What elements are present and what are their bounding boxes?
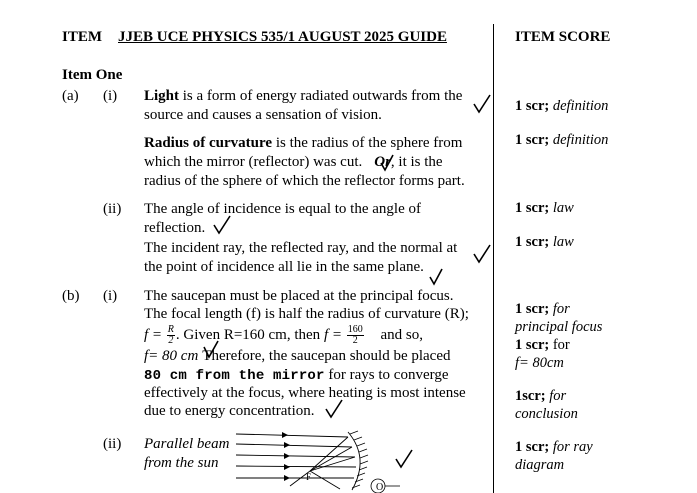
check-mark-icon xyxy=(428,267,444,287)
given-text: . Given R=160 cm, then xyxy=(175,327,321,343)
column-divider xyxy=(493,24,494,493)
frac-160-num: 160 xyxy=(347,324,363,336)
check-mark-icon xyxy=(324,398,344,420)
frac-r-den: 2 xyxy=(168,335,174,347)
item-score-header: ITEM SCORE xyxy=(515,29,611,45)
item-one-title: Item One xyxy=(62,67,123,83)
check-mark-icon xyxy=(472,93,492,115)
score-row-7 xyxy=(515,387,566,405)
therefore-text: Therefore, the saucepan should be placed xyxy=(202,348,451,364)
light-def-rest: is a form of energy radiated outwards from the xyxy=(179,88,463,104)
radius-line2-b: , it is the xyxy=(390,154,443,170)
radius-definition-line1 xyxy=(144,134,462,153)
frac-r-num: R xyxy=(167,324,174,336)
score-1-desc: definition xyxy=(552,98,609,114)
law2-line1: The incident ray, the reflected ray, and the normal at xyxy=(144,240,458,256)
f-equals: f = xyxy=(144,327,163,343)
focus-label-f: F xyxy=(306,472,312,482)
score-3-num: 1 scr; xyxy=(515,200,550,216)
part-a-label: (a) xyxy=(62,88,79,104)
check-mark-icon xyxy=(394,448,414,470)
and-so: and so, xyxy=(380,327,423,343)
score-7-num: 1scr; xyxy=(515,388,546,404)
radius-or: Or xyxy=(374,154,391,170)
score-4-num: 1 scr; xyxy=(515,234,550,250)
score-6-num: 1 scr; xyxy=(515,337,550,353)
law1-line2: reflection. xyxy=(144,220,206,236)
part-a-ii-label: (ii) xyxy=(103,201,122,217)
light-definition-line2: source and causes a sensation of vision. xyxy=(144,107,382,123)
ray-diagram xyxy=(230,428,470,493)
light-definition-line1 xyxy=(144,87,462,106)
score-5-desc: for xyxy=(552,301,570,317)
radius-definition-line2 xyxy=(144,153,443,172)
light-term: Light xyxy=(144,88,180,104)
score-row-2 xyxy=(515,131,608,149)
score-2-num: 1 scr; xyxy=(515,132,550,148)
check-mark-icon xyxy=(202,339,220,359)
check-mark-icon xyxy=(379,153,395,173)
score-5-desc2: principal focus xyxy=(515,319,603,335)
fraction-160-over-2 xyxy=(347,325,364,346)
formula-line: f = $\frac{R}{2}$ . Given R=160 cm, then f = $\frac{160}{2}$ and so, xyxy=(144,324,423,347)
radius-line2-a: which the mirror (reflector) was cut. xyxy=(144,154,363,170)
b-line1: The saucepan must be placed at the principal focus. xyxy=(144,288,454,304)
score-row-5 xyxy=(515,300,570,318)
score-row-8 xyxy=(515,438,593,456)
score-row-6 xyxy=(515,336,570,354)
center-label-o: O xyxy=(376,482,384,493)
score-8-num: 1 scr; xyxy=(515,439,550,455)
score-7-desc: for xyxy=(549,388,567,404)
guide-title: JJEB UCE PHYSICS 535/1 AUGUST 2025 GUIDE xyxy=(118,29,447,45)
fraction-r-over-2 xyxy=(167,325,175,346)
score-2-desc: definition xyxy=(552,132,609,148)
law2-line2: the point of incidence all lie in the same plane. xyxy=(144,259,424,275)
score-4-desc: law xyxy=(552,234,574,250)
b-line5-rest: for rays to converge xyxy=(324,367,449,383)
parallel-beam-label: Parallel beam xyxy=(144,436,230,452)
radius-line1-rest: is the radius of the sphere from xyxy=(272,135,463,151)
score-row-3 xyxy=(515,199,574,217)
b-line5 xyxy=(144,366,449,386)
score-8-desc: for ray xyxy=(552,439,593,455)
check-mark-icon xyxy=(212,214,232,236)
score-row-4 xyxy=(515,233,574,251)
b-line7: due to energy concentration. xyxy=(144,403,315,419)
law1-line1: The angle of incidence is equal to the angle of xyxy=(144,201,421,217)
part-b-label: (b) xyxy=(62,288,80,304)
check-mark-icon xyxy=(472,243,492,265)
f-result: f= 80 cm xyxy=(144,348,199,364)
score-8-desc2: diagram xyxy=(515,457,565,473)
part-b-ii-label: (ii) xyxy=(103,436,122,452)
score-row-1 xyxy=(515,97,608,115)
score-6-desc2: f= 80cm xyxy=(515,355,564,371)
radius-definition-line3: radius of the sphere of which the reflector forms part. xyxy=(144,173,465,189)
bold-80cm: 80 cm from the mirror xyxy=(144,368,325,384)
radius-term: Radius of curvature xyxy=(144,135,273,151)
item-header: ITEM xyxy=(62,29,103,45)
part-b-i-label: (i) xyxy=(103,288,118,304)
score-7-desc2: conclusion xyxy=(515,406,578,422)
b-line4 xyxy=(144,347,451,366)
score-1-num: 1 scr; xyxy=(515,98,550,114)
part-a-i-label: (i) xyxy=(103,88,118,104)
from-sun-label: from the sun xyxy=(144,455,219,471)
frac-160-den: 2 xyxy=(352,335,358,347)
score-6-desc: for xyxy=(552,337,570,353)
b-line2: The focal length (f) is half the radius of curvature (R); xyxy=(144,306,469,322)
score-5-num: 1 scr; xyxy=(515,301,550,317)
score-3-desc: law xyxy=(552,200,574,216)
b-line6: effectively at the focus, where heating is most intense xyxy=(144,385,466,401)
